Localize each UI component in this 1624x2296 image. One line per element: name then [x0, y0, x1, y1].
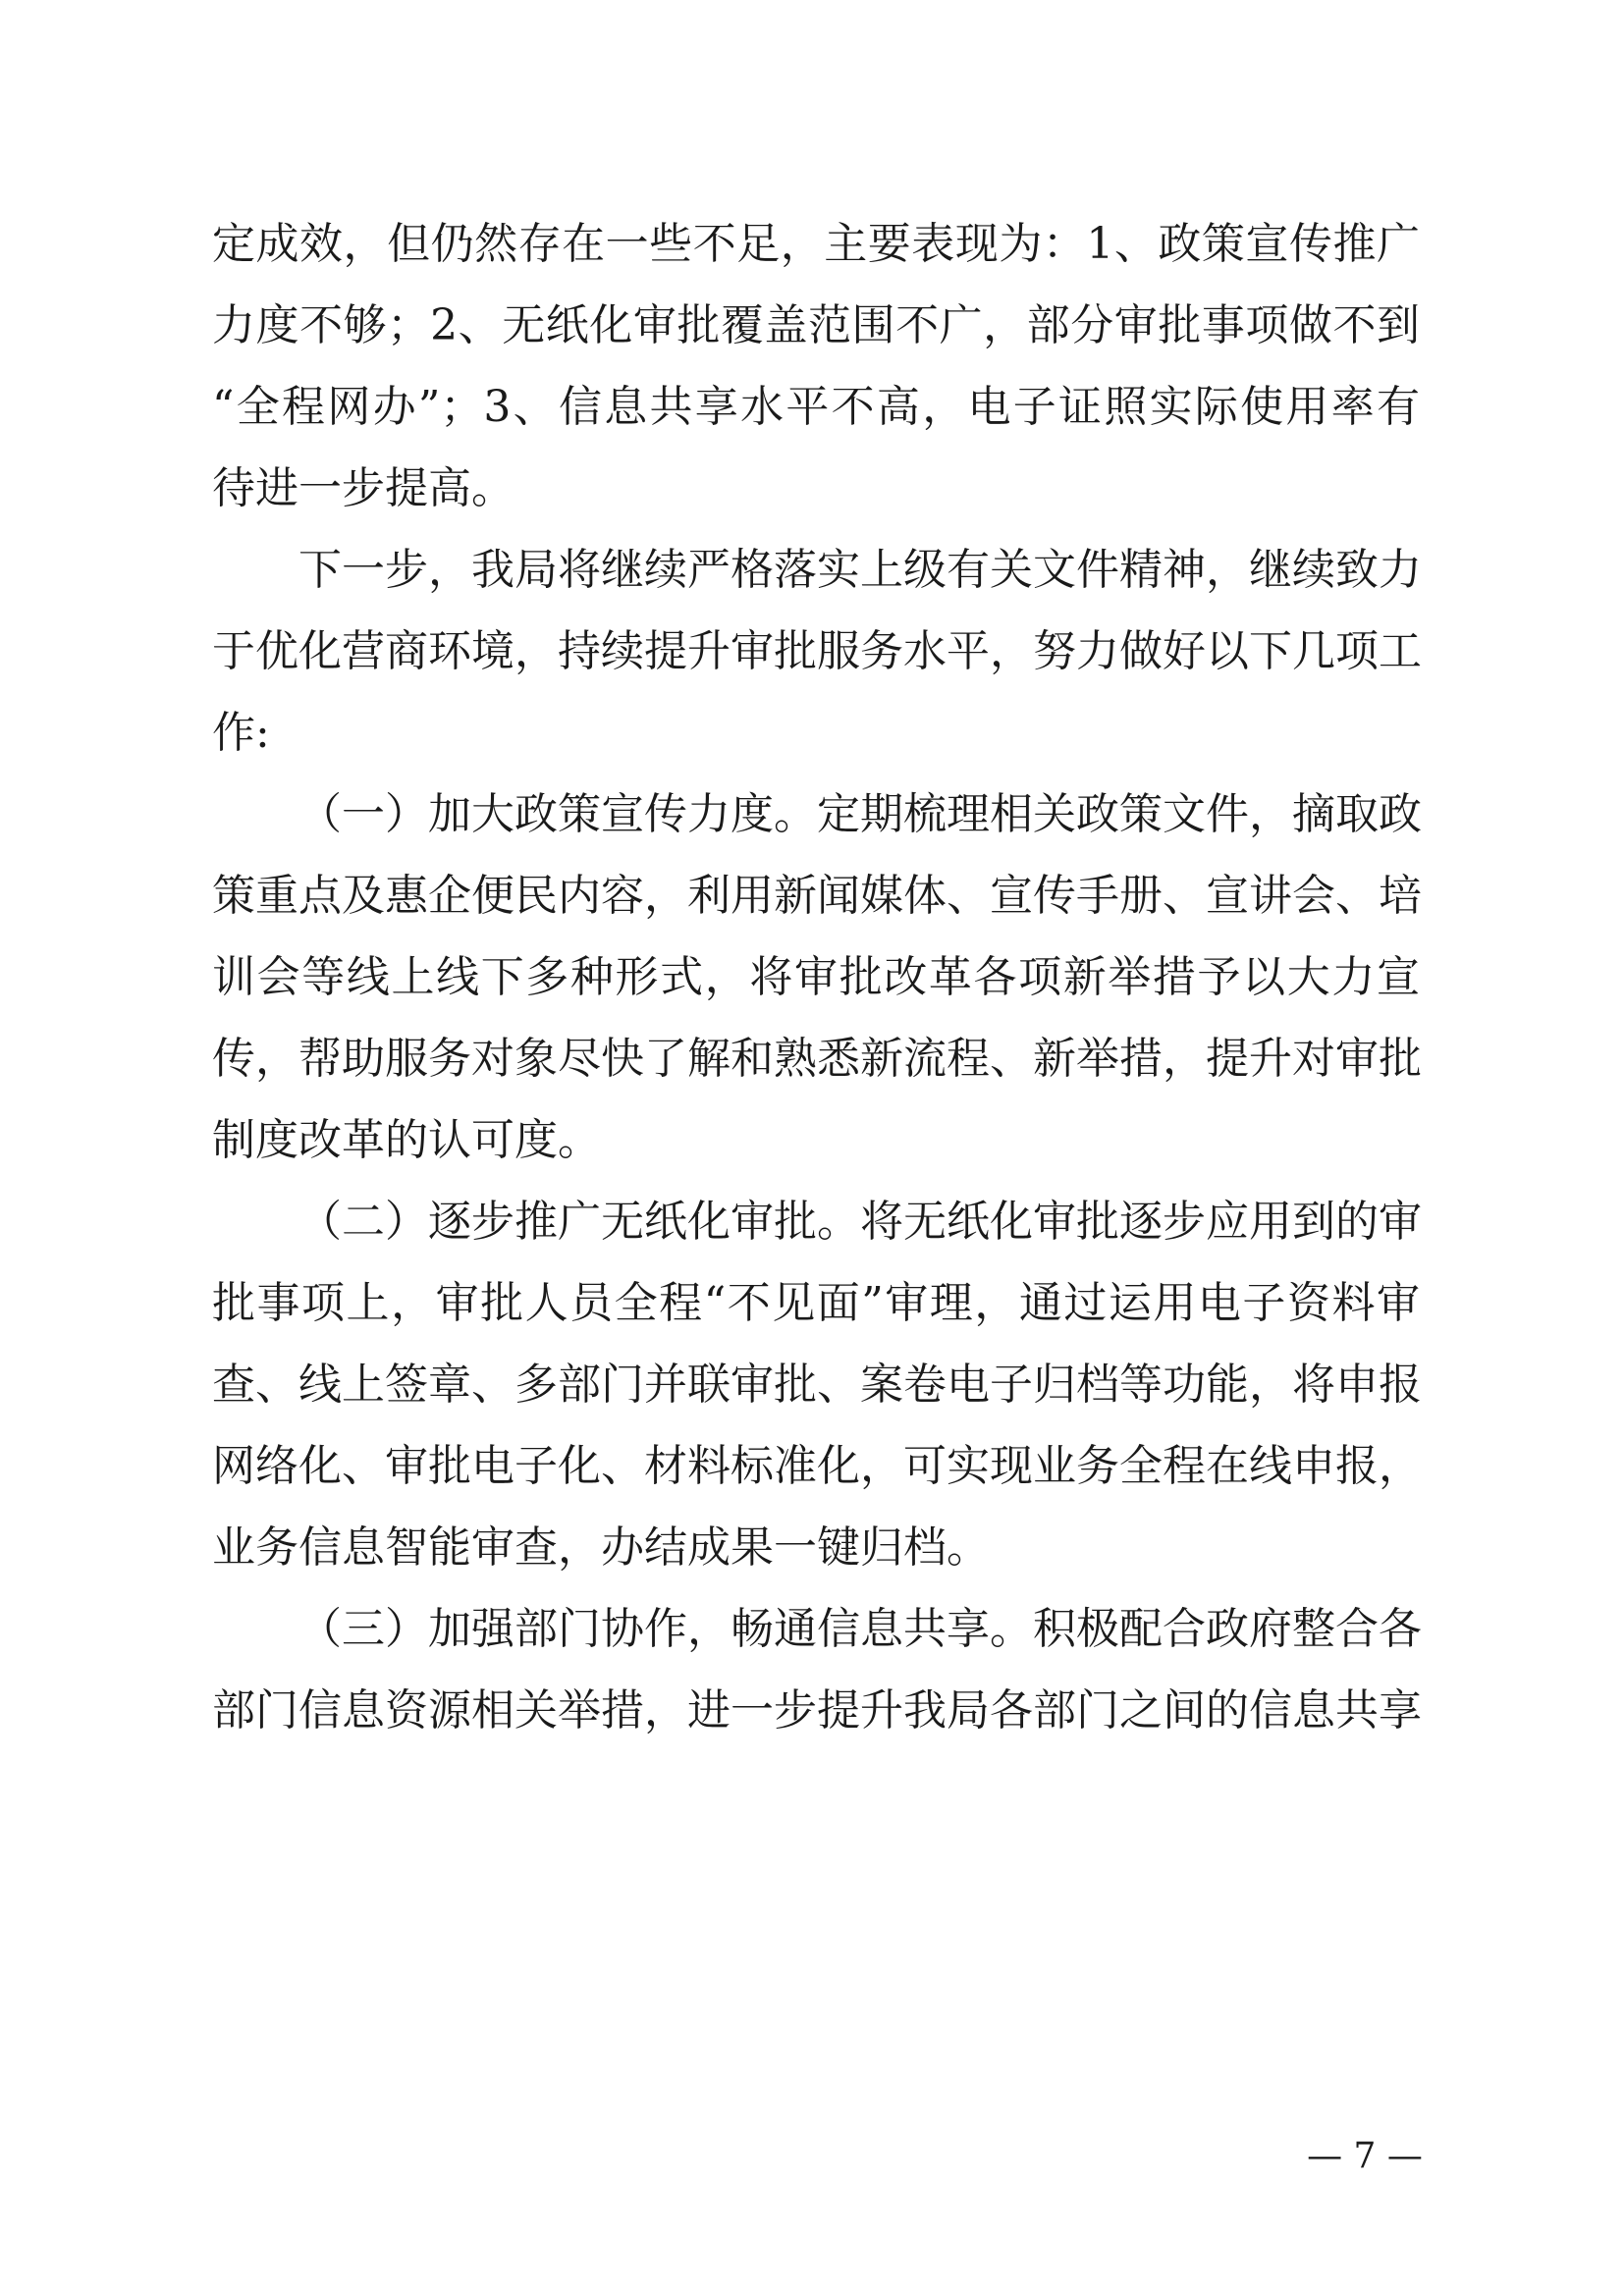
section-two-line-1: （二）逐步推广无纸化审批。将无纸化审批逐步应用到的审 [298, 1197, 1422, 1247]
page-number: — 7 — [1307, 2136, 1423, 2176]
section-two-line-5: 业务信息智能审查，办结成果一键归档。 [212, 1522, 990, 1573]
body-line-3: “全程网办”；3、信息共享水平不高，电子证照实际使用率有 [212, 382, 1420, 432]
section-two-line-3: 查、线上签章、多部门并联审批、案卷电子归档等功能，将申报 [212, 1360, 1422, 1410]
section-two-line-2: 批事项上，审批人员全程“不见面”审理，通过运用电子资料审 [212, 1278, 1420, 1328]
body-line-2: 力度不够；2、无纸化审批覆盖范围不广，部分审批事项做不到 [212, 300, 1420, 350]
paragraph-next-steps-line-1: 下一步，我局将继续严格落实上级有关文件精神，继续致力 [298, 545, 1422, 595]
section-one-line-5: 制度改革的认可度。 [212, 1115, 601, 1165]
section-one-line-3: 训会等线上线下多种形式，将审批改革各项新举措予以大力宣 [212, 952, 1420, 1002]
section-one-line-1: （一）加大政策宣传力度。定期梳理相关政策文件，摘取政 [298, 789, 1422, 839]
section-one-line-2: 策重点及惠企便民内容，利用新闻媒体、宣传手册、宣讲会、培 [212, 871, 1422, 921]
paragraph-next-steps-line-2: 于优化营商环境，持续提升审批服务水平，努力做好以下几项工 [212, 626, 1422, 676]
section-three-line-1: （三）加强部门协作，畅通信息共享。积极配合政府整合各 [298, 1604, 1422, 1654]
body-line-1: 定成效，但仍然存在一些不足，主要表现为：1、政策宣传推广 [212, 219, 1420, 269]
body-line-4: 待进一步提高。 [212, 463, 514, 513]
section-one-line-4: 传，帮助服务对象尽快了解和熟悉新流程、新举措，提升对审批 [212, 1034, 1422, 1084]
section-three-line-2: 部门信息资源相关举措，进一步提升我局各部门之间的信息共享 [212, 1685, 1422, 1735]
paragraph-next-steps-line-3: 作: [212, 708, 270, 758]
section-two-line-4: 网络化、审批电子化、材料标准化，可实现业务全程在线申报， [212, 1441, 1422, 1491]
